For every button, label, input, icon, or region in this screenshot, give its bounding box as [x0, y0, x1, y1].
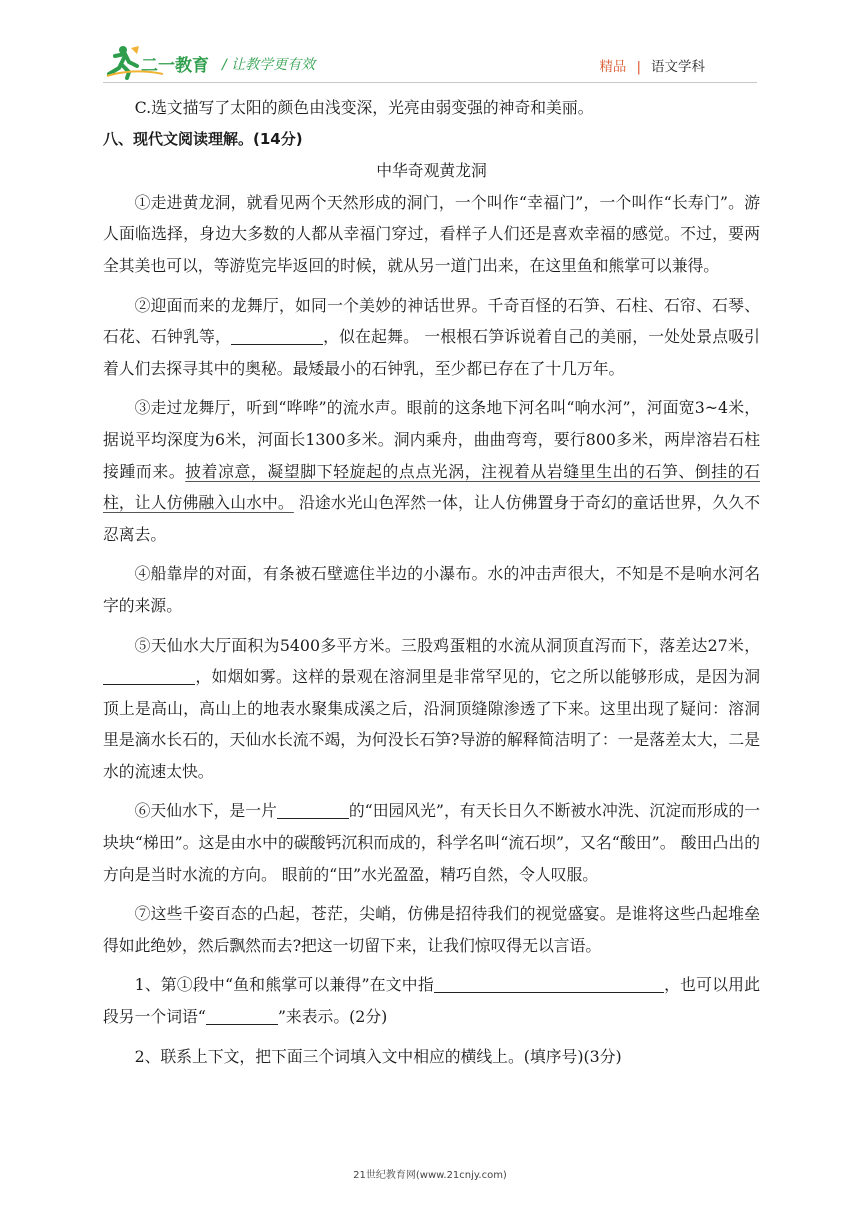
paragraph-2-text-b: ，似在起舞。 一根根石笋诉说着自己的美丽，一处处景点吸引着人们去探寻其中的奥秘。最矮最小的石钟乳，至少都已存在了十几万年。	[103, 327, 760, 378]
paragraph-5-text-b: ，如烟如雾。这样的景观在溶洞里是非常罕见的，它之所以能够形成，是因为洞顶上是高山，高山上的地表水聚集成溪之后，沿洞顶缝隙渗透了下来。这里出现了疑问：溶洞里是滴水长石的，天仙水长流不竭，为何没长石笋?导游的解释简洁明了：一是落差太大，二是水的流速太快。	[103, 667, 760, 781]
section-title: 八、现代文阅读理解。(14分)	[103, 129, 303, 148]
slogan: / 让教学更有效	[222, 57, 316, 73]
question-1-text-b: ，也可以用此段另一个词语“	[103, 975, 760, 1027]
paragraph-3	[103, 392, 760, 550]
logo-text: 二一教育	[141, 56, 209, 76]
question-1-text-c: ”来表示。(2分)	[277, 1007, 388, 1027]
question-1	[103, 969, 760, 1032]
paragraph-6	[103, 795, 760, 890]
option-c: C.选文描写了太阳的颜色由浅变深，光亮由弱变强的神奇和美丽。	[134, 98, 594, 117]
paragraph-5	[103, 630, 760, 788]
paragraph-3-text-b: 沿途水光山色浑然一体，让人仿佛置身于奇幻的童话世界，久久不忍离去。	[103, 493, 760, 544]
page-header	[0, 0, 860, 88]
answer-blank[interactable]	[434, 974, 664, 993]
answer-blank[interactable]	[206, 1006, 278, 1025]
blank-line	[103, 666, 195, 685]
paragraph-6-text-b: 的“田园风光”，有天长日久不断被水冲洗、沉淀而形成的一块块“梯田”。这是由水中的碳酸钙沉积而成的，科学名叫“流石坝”，又名“酸田”。 酸田凸出的方向是当时水流的方向。 眼前的“田”水光盈盈，精巧自然，令人叹服。	[103, 801, 760, 884]
paragraph-6-text-a: ⑥天仙水下，是一片	[134, 801, 277, 821]
question-2: 2、联系上下文，把下面三个词填入文中相应的横线上。(填序号)(3分)	[134, 1046, 622, 1066]
header-divider	[103, 82, 757, 83]
subject-label: 语文学科	[651, 59, 705, 75]
quality-label: 精品	[599, 59, 627, 75]
blank-line	[277, 800, 349, 819]
paragraph-4: ④船靠岸的对面，有条被石壁遮住半边的小瀑布。水的冲击声很大，不知是不是响水河名字的来源。	[103, 564, 760, 615]
paragraph-2-text-a: ②迎面而来的龙舞厅，如同一个美妙的神话世界。千奇百怪的石笋、石柱、石帘、石琴、石花、石钟乳等，	[103, 295, 760, 347]
logo-icon	[103, 44, 223, 80]
header-brand	[599, 55, 705, 75]
paragraph-3-text-a: ③走过龙舞厅，听到“哗哗”的流水声。眼前的这条地下河名叫“响水河”，河面宽3~4米，据说平均深度为6米，河面长1300多米。洞内乘舟，曲曲弯弯，要行800多米，两岸溶岩石柱接踵而来。	[103, 398, 760, 481]
paragraph-5-text-a: ⑤天仙水大厅面积为5400多平方米。三股鸡蛋粗的水流从洞顶直泻而下，落差达27米，	[134, 635, 760, 655]
passage-title: 中华奇观黄龙洞	[376, 161, 487, 181]
underlined-sentence: 披着凉意，凝望脚下轻旋起的点点光涡，注视着从岩缝里生出的石笋、倒挂的石柱，让人仿佛融入山水中。	[103, 461, 760, 513]
page-footer: 21世纪教育网(www.21cnjy.com)	[353, 1170, 507, 1181]
blank-line	[231, 326, 323, 345]
document-body	[103, 92, 760, 1080]
header-separator: |	[636, 59, 641, 75]
paragraph-2	[103, 290, 760, 385]
question-1-text-a: 1、第①段中“鱼和熊掌可以兼得”在文中指	[134, 975, 434, 995]
paragraph-7: ⑦这些千姿百态的凸起，苍茫，尖峭，仿佛是招待我们的视觉盛宴。是谁将这些凸起堆垒得如此绝妙，然后飘然而去?把这一切留下来，让我们惊叹得无以言语。	[103, 904, 760, 955]
paragraph-1: ①走进黄龙洞，就看见两个天然形成的洞门，一个叫作“幸福门”，一个叫作“长寿门”。游人面临选择，身边大多数的人都从幸福门穿过，看样子人们还是喜欢幸福的感觉。不过，要两全其美也可以，等游览完毕返回的时候，就从另一道门出来，在这里鱼和熊掌可以兼得。	[103, 192, 760, 275]
